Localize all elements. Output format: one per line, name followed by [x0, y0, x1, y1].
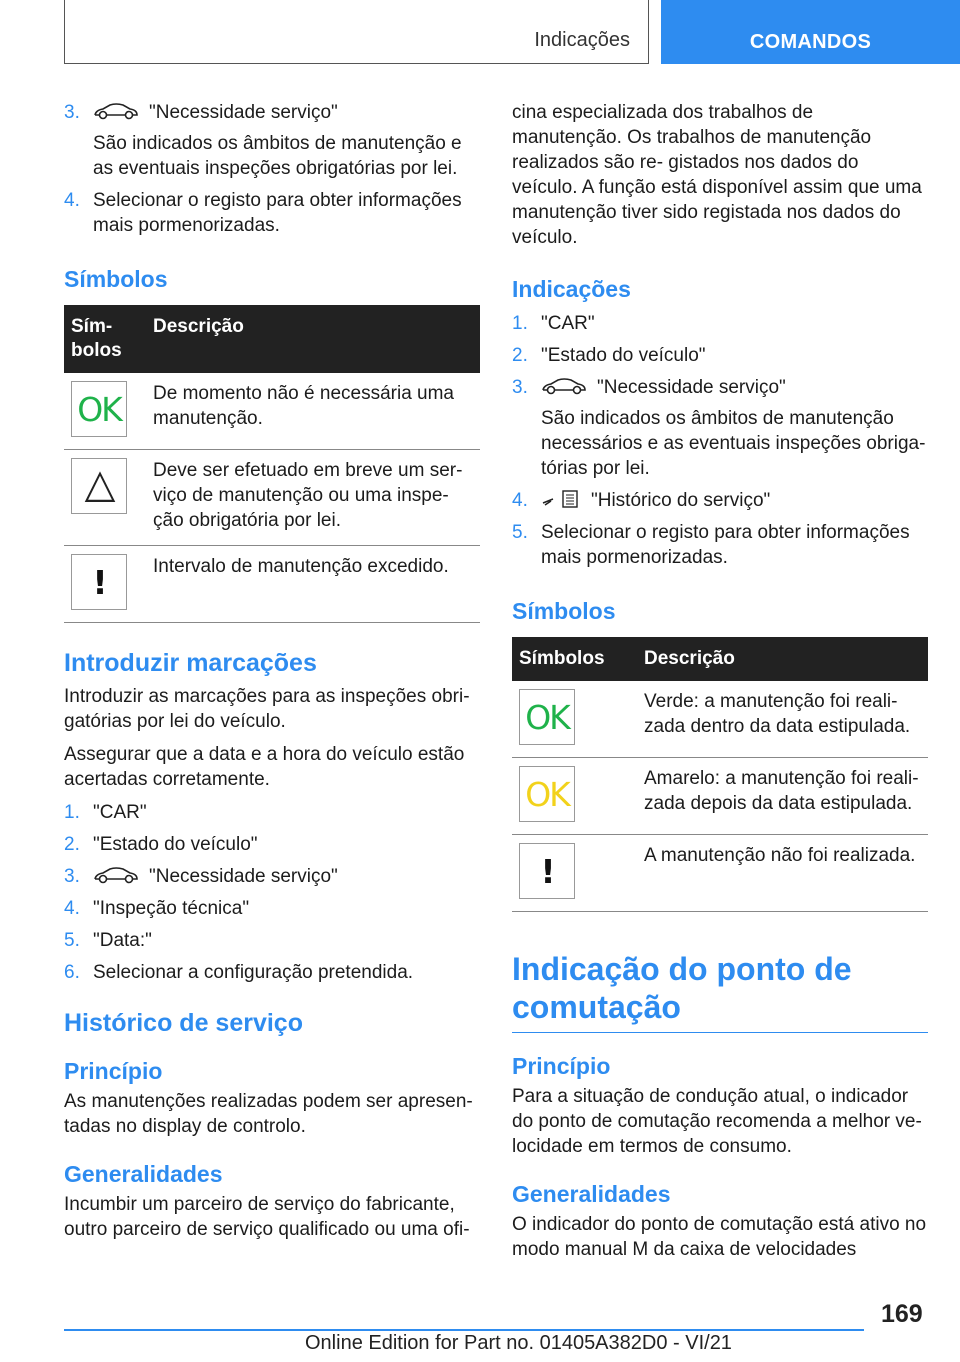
list-item: 1. "CAR"	[64, 802, 147, 823]
list-item: 4. "Histórico do serviço"	[512, 490, 771, 511]
subheading-generalidades-right: Generalidades	[512, 1181, 671, 1207]
table-header-symbols: Sím- bolos	[64, 305, 146, 373]
table-row: ! Intervalo de manutenção excedido.	[64, 546, 480, 623]
car-service-icon	[541, 377, 587, 395]
chapter-heading-shift-point: Indicação do ponto de comutação	[512, 950, 928, 1033]
header-box	[64, 0, 649, 64]
symbols-table-right	[512, 637, 928, 912]
list-item: 2. "Estado do veículo"	[64, 834, 258, 855]
steps-list-top	[64, 100, 480, 238]
list-item: 2. "Estado do veículo"	[512, 345, 706, 366]
table-row: △ Deve ser efetuado em breve um ser- viço de manutenção ou uma inspe- ção obrigatória por lei.	[64, 450, 480, 546]
ok-green-icon: OK	[519, 689, 575, 745]
symbols-heading-right: Símbolos	[512, 598, 616, 624]
list-item: 4. Selecionar o registo para obter informações mais pormenorizadas.	[64, 190, 462, 236]
service-history-icon	[541, 489, 581, 509]
warning-triangle-icon: △	[71, 458, 127, 514]
table-header-symbols: Símbolos	[512, 637, 637, 681]
subheading-indicacoes: Indicações	[512, 276, 631, 302]
exclamation-icon: !	[519, 843, 575, 899]
page-number: 169	[881, 1300, 923, 1328]
steps-list-indicacoes	[512, 311, 928, 570]
footer-edition: Online Edition for Part no. 01405A382D0 - VI/21	[305, 1332, 732, 1354]
footer-divider	[64, 1329, 864, 1331]
subheading-principio: Princípio	[64, 1058, 163, 1084]
table-header-description: Descrição	[637, 637, 928, 681]
ok-yellow-icon: OK	[519, 766, 575, 822]
list-item: 3. "Necessidade serviço" São indicados os âmbitos de manutenção necessários e as eventuais inspeções obriga- tórias por lei.	[512, 377, 926, 479]
table-row: OK Amarelo: a manutenção foi reali- zada depois da data estipulada.	[512, 758, 928, 835]
symbols-table	[64, 305, 480, 623]
table-row: OK Verde: a manutenção foi reali- zada dentro da data estipulada.	[512, 681, 928, 758]
left-column: 3. "Necessidade serviço" São indicados os âmbitos de manutenção e as eventuais inspeções obrigatórias por lei. 4. Selecionar o registo para obter informações mais pormenorizadas. Símbolos Sím- bolos Descrição OK De momento não é necessária uma manutenção. △ Deve ser efetuado em breve um ser- viço de manutenção ou uma inspe- ção obrigatória por lei. ! Intervalo de manutenção excedido. Introduzir marcações Introduzir as marcações para as inspeções obri- gatórias por lei do veículo. Assegurar que a data e a hora do veículo estão acertadas corretamente. 1. "CAR" 2. "Estado do veículo" 3. "Necessidade serviço" 4. "Inspeção técnica" 5. "Data:" 6. Selecionar a configuração pretendida. Histórico de serviço Princípio As manutenções realizadas podem ser apresen- tadas no display de controlo. Generalidades Incumbir um parceiro de serviço do fabricante, outro parceiro de serviço qualificado ou uma ofi-	[64, 100, 480, 1242]
list-item: 4. "Inspeção técnica"	[64, 898, 250, 919]
car-service-icon	[93, 866, 139, 884]
header-section-title: Indicações	[534, 29, 630, 51]
header-chapter-tab[interactable]: COMANDOS	[661, 0, 960, 64]
list-item: 3. "Necessidade serviço"	[64, 866, 338, 887]
right-column: cina especializada dos trabalhos de manutenção. Os trabalhos de manutenção realizados são re- gistados nos dados do veículo. A função está disponível assim que uma manutenção tiver sido registada nos dados do veículo. Indicações 1. "CAR" 2. "Estado do veículo" 3. "Necessidade serviço" São indicados os âmbitos de manutenção necessários e as eventuais inspeções obriga- tórias por lei. 4. "Histórico do serviço" 5. Selecionar o registo para obter informações mais pormenorizadas. Símbolos Símbolos Descrição OK Verde: a manutenção foi reali- zada dentro da data estipulada. OK Amarelo: a manutenção foi reali- zada depois da data estipulada. ! A manutenção não foi realizada. Indicação do ponto de comutação Princípio Para a situação de condução atual, o indicador do ponto de comutação recomenda a melhor ve- locidade em termos de consumo. Generalidades O indicador do ponto de comutação está ativo no modo manual M da caixa de velocidades	[512, 102, 927, 1260]
ok-green-icon: OK	[71, 381, 127, 437]
steps-list-introduzir	[64, 800, 480, 985]
list-item: 5. "Data:"	[64, 930, 152, 951]
symbols-heading: Símbolos	[64, 266, 168, 292]
list-item: 5. Selecionar o registo para obter informações mais pormenorizadas.	[512, 522, 910, 568]
exclamation-icon: !	[71, 554, 127, 610]
section-heading-historico: Histórico de serviço	[64, 1009, 303, 1037]
subheading-generalidades: Generalidades	[64, 1161, 223, 1187]
list-item: 3. "Necessidade serviço" São indicados os âmbitos de manutenção e as eventuais inspeções obrigatórias por lei.	[64, 102, 462, 179]
subheading-principio-right: Princípio	[512, 1053, 611, 1079]
list-item: 1. "CAR"	[512, 313, 595, 334]
car-service-icon	[93, 102, 139, 120]
table-header-description: Descrição	[146, 305, 480, 373]
table-row: OK De momento não é necessária uma manutenção.	[64, 373, 480, 450]
table-row: ! A manutenção não foi realizada.	[512, 835, 928, 912]
list-item: 6. Selecionar a configuração pretendida.	[64, 962, 414, 983]
section-heading-introduzir: Introduzir marcações	[64, 649, 317, 677]
